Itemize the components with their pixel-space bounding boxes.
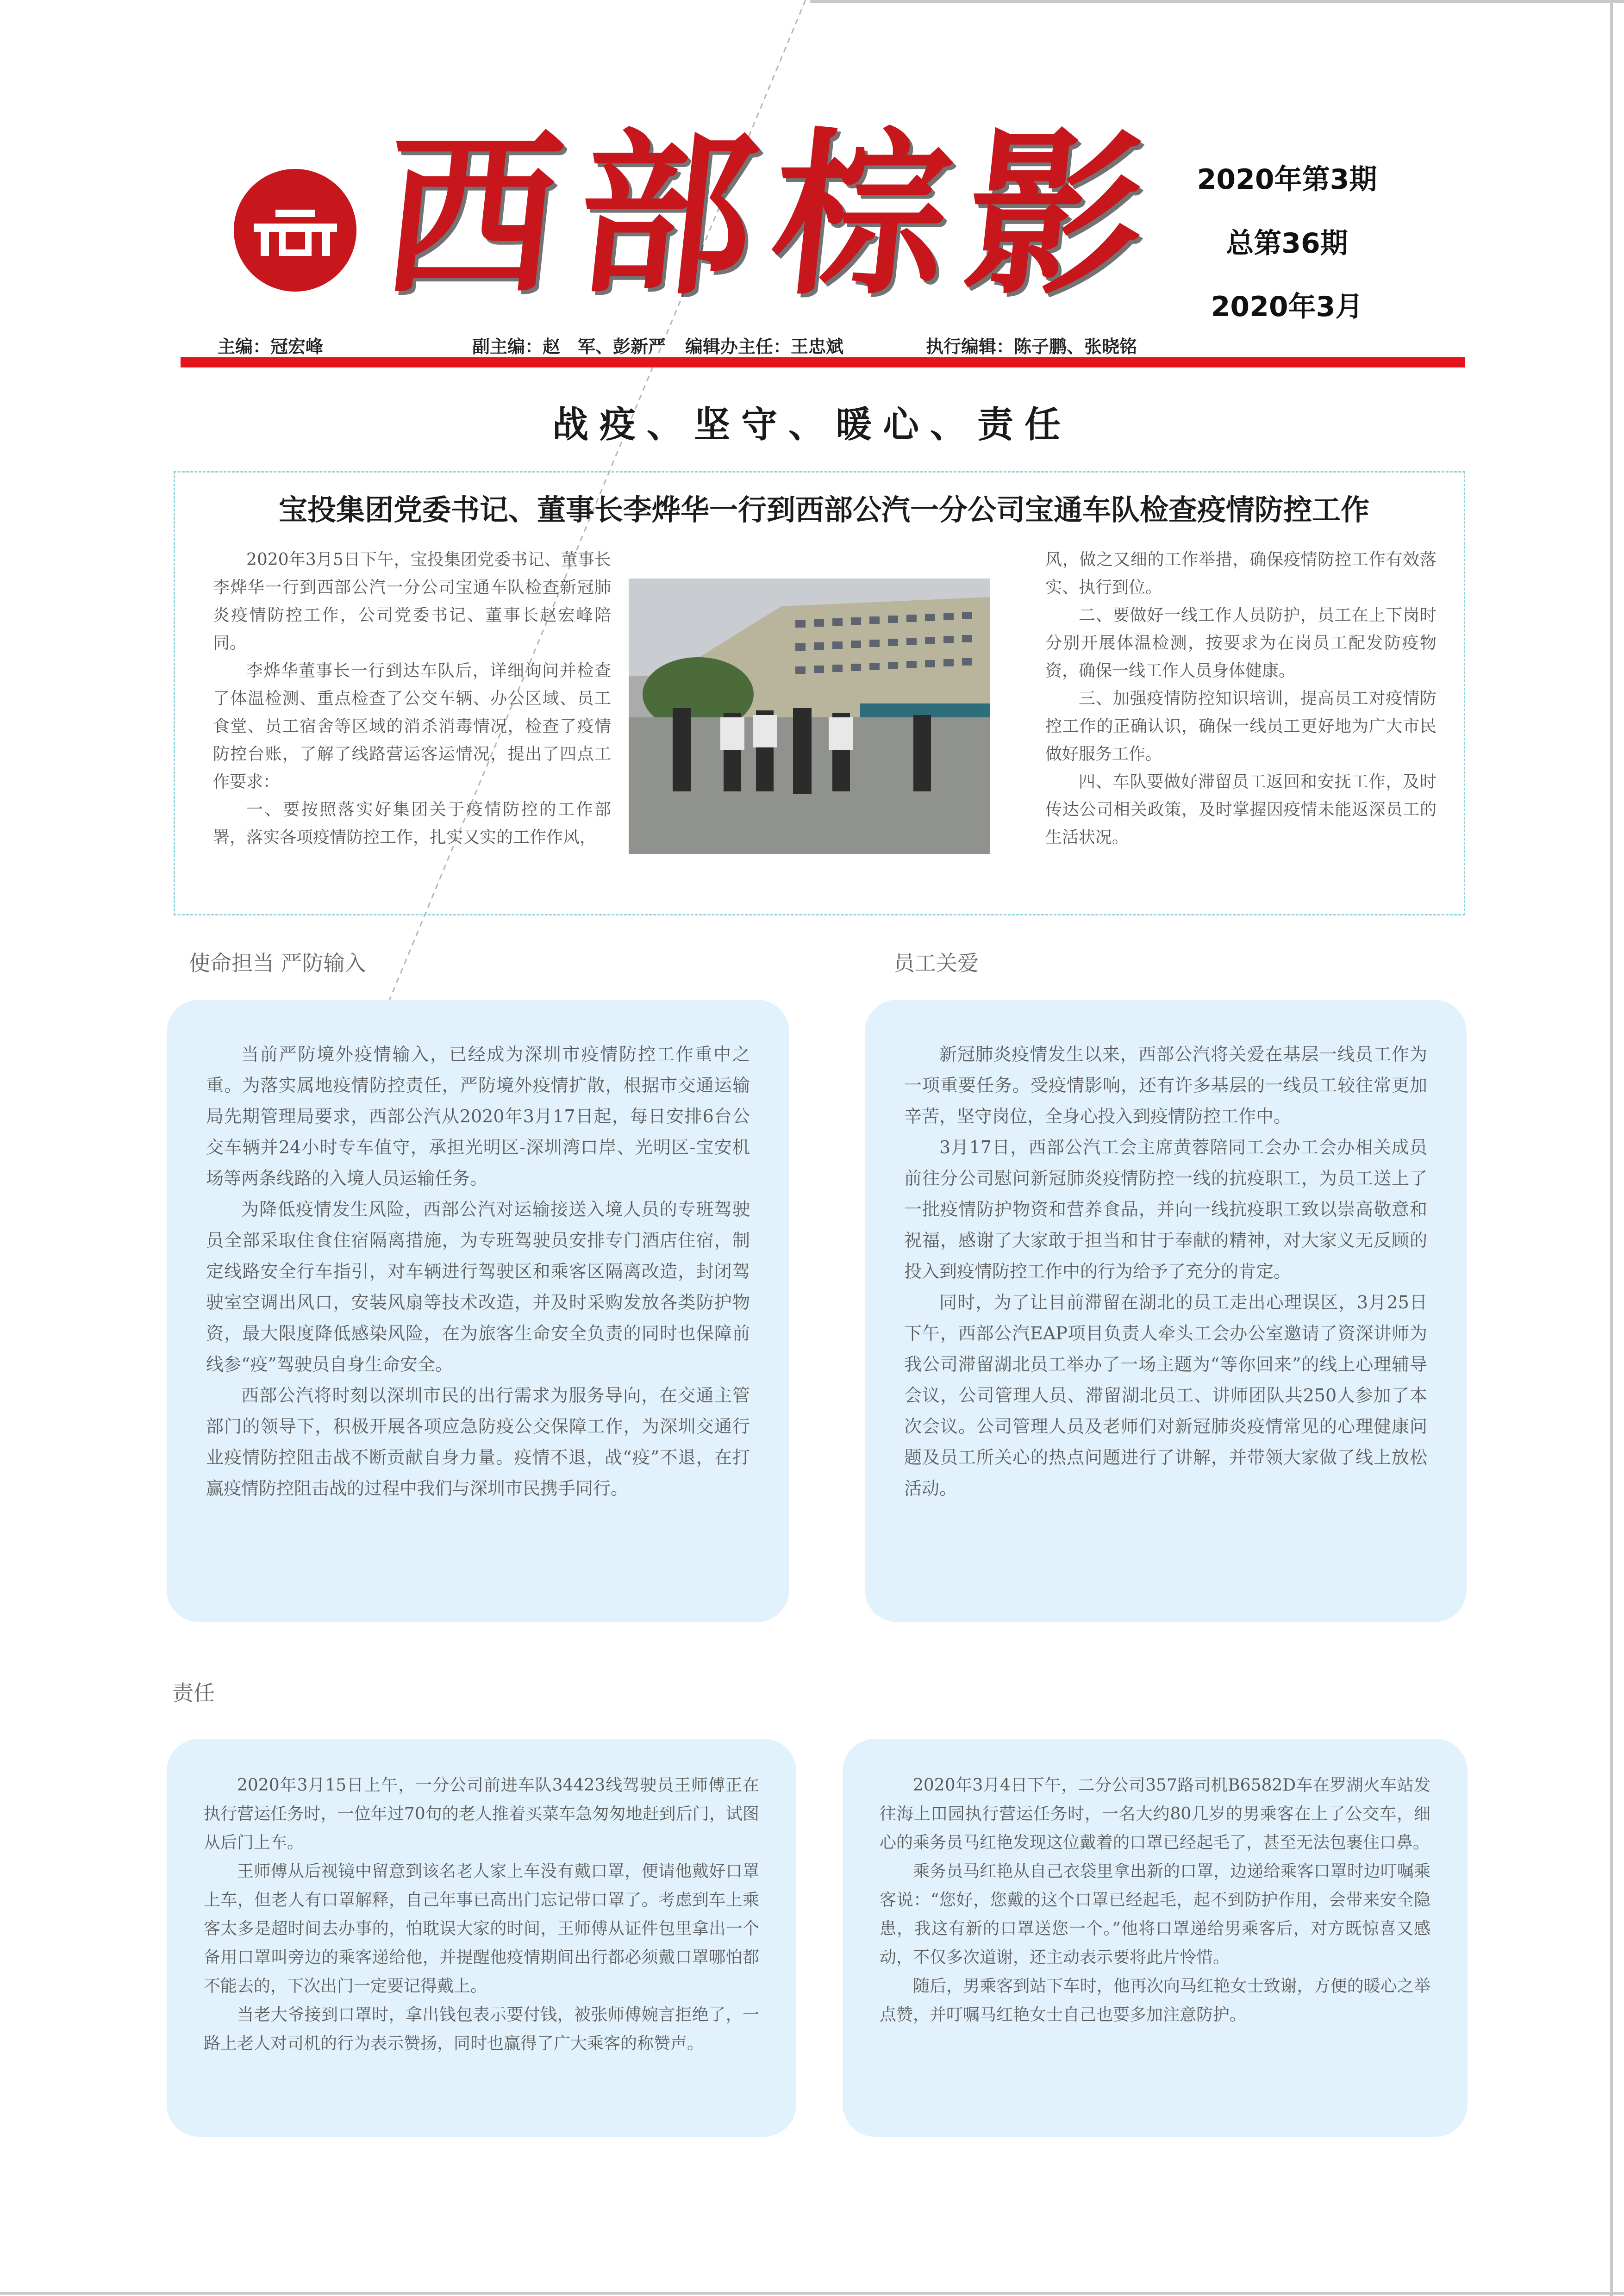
- bottom-border-line: [0, 2292, 1624, 2295]
- page-slogan: 战疫、坚守、暖心、责任: [552, 404, 1072, 446]
- paragraph: 当老大爷接到口罩时，拿出钱包表示要付钱，被张师傅婉言拒绝了，一路上老人对司机的行为表示赞扬，同时也赢得了广大乘客的称赞声。: [204, 2005, 759, 2053]
- paragraph: 四、车队要做好滞留员工返回和安抚工作，及时传达公司相关政策，及时掌握因疫情未能返深员工的生活状况。: [1045, 772, 1437, 847]
- paragraph: 新冠肺炎疫情发生以来，西部公汽将关爱在基层一线员工作为一项重要任务。受疫情影响，还有许多基层的一线员工较往常更加辛苦，坚守岗位，全身心投入到疫情防控工作中。: [904, 1044, 1427, 1126]
- paragraph: 一、要按照落实好集团关于疫情防控的工作部署，落实各项疫情防控工作，扎实又实的工作作风，: [213, 800, 611, 847]
- responsibility-left-panel: [167, 1739, 796, 2137]
- paragraph: 当前严防境外疫情输入，已经成为深圳市疫情防控工作重中之重。为落实属地疫情防控责任，严防境外疫情扩散，根据市交通运输局先期管理局要求，西部公汽从2020年3月17日起，每日安排6台公交车辆并24小时专车值守，承担光明区-深圳湾口岸、光明区-宝安机场等两条线路的入境人员运输任务。: [206, 1044, 750, 1188]
- paragraph: 2020年3月4日下午，二分公司357路司机B6582D车在罗湖火车站发往海上田园执行营运任务时，一名大约80几岁的男乘客在上了公交车，细心的乘务员马红艳发现这位戴着的口罩已经起毛了，甚至无法包裹住口鼻。: [880, 1776, 1430, 1852]
- paragraph: 西部公汽将时刻以深圳市民的出行需求为服务导向，在交通主管部门的领导下，积极开展各项应急防疫公交保障工作，为深圳交通行业疫情防控阻击战不断贡献自身力量。疫情不退，战“疫”不退，在打赢疫情防控阻击战的过程中我们与深圳市民携手同行。: [206, 1385, 750, 1499]
- deputy-editor: 副主编：赵 军、彭新严: [472, 336, 666, 357]
- paragraph: 乘务员马红艳从自己衣袋里拿出新的口罩，边递给乘客口罩时边叮嘱乘客说：“您好，您戴的这个口罩已经起毛，起不到防护作用，会带来安全隐患，我这有新的口罩送您一个。”他将口罩递给男乘客后，对方既惊喜又感动，不仅多次道谢，还主动表示要将此片怜惜。: [880, 1862, 1430, 1967]
- responsibility-right-panel: [843, 1739, 1468, 2137]
- section-heading-staff: 员工关爱: [893, 951, 979, 976]
- paragraph: 王师傅从后视镜中留意到该名老人家上车没有戴口罩，便请他戴好口罩上车，但老人有口罩解释，自己年事已高出门忘记带口罩了。考虑到车上乘客太多是超时间去办事的，怕耽误大家的时间，王师傅从证件包里拿出一个备用口罩叫旁边的乘客递给他，并提醒他疫情期间出行都必须戴口罩哪怕都不能去的，下次出门一定要记得戴上。: [204, 1862, 759, 1996]
- section-heading-responsibility: 责任: [172, 1680, 215, 1705]
- west-bus-logo-icon: [234, 169, 356, 292]
- paragraph: 2020年3月5日下午，宝投集团党委书记、董事长李烨华一行到西部公汽一分公司宝通车队检查新冠肺炎疫情防控工作，公司党委书记、董事长赵宏峰陪同。: [213, 550, 611, 653]
- paragraph: 为降低疫情发生风险，西部公汽对运输接送入境人员的专班驾驶员全部采取住食住宿隔离措施，为专班驾驶员安排专门酒店住宿，制定线路安全行车指引，对车辆进行驾驶区和乘客区隔离改造，封闭驾驶室空调出风口，安装风扇等技术改造，并及时采购发放各类防护物资，最大限度降低感染风险，在为旅客生命安全负责的同时也保障前线参“疫”驾驶员自身生命安全。: [206, 1199, 750, 1375]
- top-border-line: [810, 0, 1624, 3]
- masthead-title: 西部棕影: [373, 112, 1173, 318]
- mission-panel: [167, 1000, 789, 1622]
- right-border-line: [1610, 0, 1613, 2296]
- editorial-credits: [218, 332, 1468, 360]
- office-director: 编辑办主任：王忠斌: [685, 336, 844, 357]
- paragraph: 2020年3月15日上午，一分公司前进车队34423线驾驶员王师傅正在执行营运任务时，一位年过70旬的老人推着买菜车急匆匆地赶到后门，试图从后门上车。: [204, 1776, 759, 1852]
- paragraph: 风，做之又细的工作举措，确保疫情防控工作有效落实、执行到位。: [1045, 550, 1437, 597]
- staff-panel: [865, 1000, 1467, 1622]
- lead-article-title: 宝投集团党委书记、董事长李烨华一行到西部公汽一分公司宝通车队检查疫情防控工作: [278, 493, 1369, 527]
- inspection-photo: [629, 579, 990, 854]
- paragraph: 同时，为了让目前滞留在湖北的员工走出心理误区，3月25日下午，西部公汽EAP项目负责人牵头工会办公室邀请了资深讲师为我公司滞留湖北员工举办了一场主题为“等你回来”的线上心理辅导会议，公司管理人员、滞留湖北员工、讲师团队共250人参加了本次会议。公司管理人员及老师们对新冠肺炎疫情常见的心理健康问题及员工所关心的热点问题进行了讲解，并带领大家做了线上放松活动。: [904, 1292, 1427, 1499]
- paragraph: 李烨华董事长一行到达车队后，详细询问并检查了体温检测、重点检查了公交车辆、办公区域、员工食堂、员工宿舍等区域的消杀消毒情况，检查了疫情防控台账，了解了线路营运客运情况，提出了四点工作要求：: [213, 661, 611, 791]
- issue-number: 2020年第3期: [1197, 163, 1377, 196]
- paragraph: 二、要做好一线工作人员防护，员工在上下岗时分别开展体温检测，按要求为在岗员工配发防疫物资，确保一线工作人员身体健康。: [1045, 606, 1437, 680]
- lead-article-left-column: [213, 546, 611, 852]
- lead-article-right-column: [1045, 546, 1437, 852]
- executive-editor: 执行编辑：陈子鹏、张晓铭: [926, 336, 1137, 357]
- paragraph: 3月17日，西部公汽工会主席黄蓉陪同工会办工会办相关成员前往分公司慰问新冠肺炎疫情防控一线的抗疫职工，为员工送上了一批疫情防护物资和营养食品，并向一线抗疫职工致以崇高敬意和祝福，感谢了大家敢于担当和甘于奉献的精神，对大家义无反顾的投入到疫情防控工作中的行为给予了充分的肯定。: [904, 1137, 1427, 1282]
- chief-editor: 主编：冠宏峰: [218, 336, 324, 357]
- section-heading-mission: 使命担当 严防输入: [189, 951, 366, 976]
- paragraph: 三、加强疫情防控知识培训，提高员工对疫情防控工作的正确认识，确保一线员工更好地为广大市民做好服务工作。: [1045, 689, 1437, 764]
- issue-date: 2020年3月: [1211, 291, 1363, 323]
- total-issue-number: 总第36期: [1226, 227, 1348, 260]
- masthead-rule: [181, 357, 1465, 367]
- paragraph: 随后，男乘客到站下车时，他再次向马红艳女士致谢，方便的暖心之举点赞，并叮嘱马红艳女士自己也要多加注意防护。: [880, 1977, 1430, 2024]
